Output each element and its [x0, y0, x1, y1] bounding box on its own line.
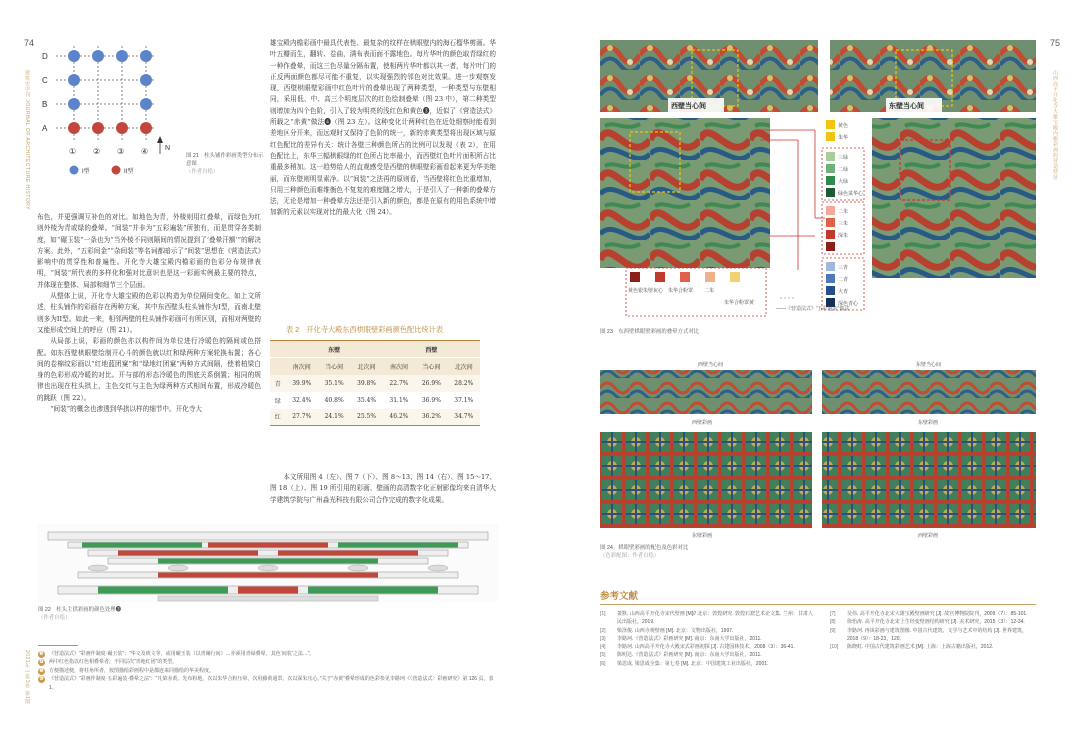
fig24-painting-photos	[600, 358, 1036, 538]
page-number: 75	[1050, 38, 1061, 48]
tier-label: 大绿	[838, 179, 849, 185]
cell: 40.8%	[324, 396, 344, 404]
fig23-caption: 图 23 东西壁栱眼壁彩画的叠晕方式对比	[600, 329, 700, 335]
references-left-col	[600, 610, 816, 668]
north-arrow-icon	[157, 136, 170, 154]
cell: 36.2%	[415, 409, 447, 426]
label-east: 东壁当心间	[889, 103, 924, 110]
footnote: ❺ 方便描述便，将柱角所者，按图描绘彩画程中是都连来同描绘的华美程度。	[39, 667, 215, 674]
group-header-west: 西壁	[383, 341, 480, 358]
table-row	[270, 375, 480, 392]
dot-blue	[68, 74, 80, 86]
running-head: 建筑史学刊 JOURNAL OF ARCHITECTURE HISTORY	[24, 70, 30, 211]
cell: 37.1%	[454, 396, 474, 404]
dot-red	[116, 122, 128, 134]
col-label-2: ②	[93, 147, 101, 156]
reference-item: [8] 徐怡涛. 高平开化寺北宋上生经变壁画结构研究 [J]. 美术研究，2015（3）：12-34.	[830, 619, 1025, 626]
fig21-caption	[186, 152, 266, 176]
row-color: 青	[270, 375, 286, 392]
body-text-col2-tail	[270, 472, 496, 518]
tier-label: 朱华合粉罩黄	[724, 300, 755, 306]
legend-red-dot	[112, 166, 121, 175]
table-corner	[270, 358, 286, 375]
col-header: 当心间	[415, 358, 447, 375]
col-header: 北次间	[350, 358, 382, 375]
tier-label: 三朱	[838, 221, 849, 227]
cell: 25.5%	[350, 409, 382, 426]
fig21-caption-text: 图 21 柱头铺作彩画类型分布示意图	[186, 153, 264, 167]
right-page	[540, 0, 1080, 732]
tier-label: 深朱	[838, 233, 849, 239]
row-label-a: A	[42, 124, 48, 133]
fig24-caption-text: 图 24 栱眼壁彩画的配色及色彩对比	[600, 545, 689, 551]
cell: 32.4%	[292, 396, 312, 404]
label-west: 西壁当心间	[671, 103, 706, 110]
body-text-col2	[270, 38, 496, 310]
fig24-caption	[600, 544, 688, 560]
page-number: 74	[24, 38, 35, 48]
cell: 46.2%	[383, 409, 415, 426]
paragraph: 本文所用图 4（左）、图 7（下）、图 8～13、图 14（右）、图 15～17、图 18（上）、图 19 所引用的彩画、壁画的高清数字化正射影像均来自清华大学建筑学院与广州淼光科技有限公司合作完成的数字化成果。	[270, 473, 496, 504]
label-mid-left: 西壁彩画	[692, 420, 713, 426]
footnote: ❹ 两中红色指以红色相叠晕者，不同层次“青地红团”的类型。	[39, 659, 178, 666]
col-label-1: ①	[69, 147, 77, 156]
legend-red-label: II型	[124, 169, 134, 175]
fig22-caption-text: 图 22 柱头主供彩画的颜色处理❸	[38, 607, 121, 613]
cell: 28.2%	[448, 375, 480, 392]
row-color: 绿	[274, 397, 281, 405]
fig22-bracket-drawing	[38, 524, 498, 602]
label-mid-right: 东壁彩画	[918, 420, 939, 426]
paragraph: 从局部上说，彩画的颜色亦以构件间为单位进行冷暖色的隔间或色搭配。如东西壁栱眼壁绘制开心斗的颜色就以红和绿两种方案轮换布置；各心间的卷棉纹彩画以“红地蓝团窠”和“绿地红团窠”两种方式间隔，使着柏梁白身的色彩形成冷暖的对比。开与部的形态冷暖色的图底关系倒置；相同的规律也出现在柱头拱上，主色交红与主色为绿两种方式相间布置，形成冷暖色的跳跃（图 22）。	[37, 337, 261, 402]
footnotes	[38, 650, 498, 692]
west-detail	[600, 118, 770, 268]
legend-blue-label: I型	[82, 169, 90, 175]
table-corner	[270, 341, 286, 358]
legend-note: ——《营造法式》“五彩遍装”做法	[776, 306, 850, 312]
reference-item: [7] 吴伟. 高平开化寺北宋大雄宝殿壁画研究 [J]. 故宫博物院院刊，2009（7）：85-101.	[830, 611, 1028, 617]
col-label-4: ④	[141, 147, 149, 156]
reference-item: [4] 李路珂. 山西高平开化寺大殿宋式彩画初探 [J]. 古建园林技术，2008（3）：36-41.	[600, 644, 795, 651]
fig21-grid	[36, 40, 176, 180]
tier-label: 三绿	[838, 155, 849, 161]
east-detail	[872, 118, 1036, 278]
paragraph: 布色，并更强调互补色的对比。如地色为青，外棱则用红叠晕，而绿色为红则外棱为青或绿的叠晕。“间装”并非为“五彩遍装”所独有，而是贯穿各类制度，如“碾玉装”一条也为“当外棱不同则隔间的情况提到了‘叠晕汗额’”的解决方案。此外，“五彩间金”“杂间装”等名词都暗示了“间装”思想在《营造法式》影响中的贯穿性和普遍性。开化寺大雄宝殿内檐彩画的色彩分布规律表明，“间装”所代表的多样化和强对比意识也是这一彩画实例最主要的特点，并体现在整体、局部和细节三个层面。	[37, 213, 261, 289]
cell: 35.4%	[357, 396, 377, 404]
col-header: 南次间	[383, 358, 415, 375]
paragraph: “间装”的概念也渗透到华拱以样的细节中。开化寺大	[50, 405, 202, 414]
paragraph: 雄宝殿内檐彩画中最具代表性、最复杂的纹样在栱眼壁内的海石榴华剪画。华叶五瓣而生，翻转、卷曲，满布表而面不露地色。每片华叶的颜色取青绿红的一种作叠晕，而这三色尽量分隔布置，使相两片华叶都以其一者，每片叶门的正反两面颜色都尽可能不重复，以实现强烈的邻色对比效果。进一步观察发现，西壁栱眼壁彩画中红色叶片的叠晕出现了两种类型，一种类型与东壁相同，采用低、中、高三个明度层次的红色绘制叠晕（图 23 中），第二种类型则增加为四个色阶，引入了较为明亮的浅红色和黄色❸，近似了《营造法式》所载之“赤黄”做法❹（图 23 左）。这种变化计两种红色在近处细察时能看到差地区分开来，而远观时又保持了色阶的统一，新的赤黄类型将出现区域与原红色配比的差异有关：统计各壁三种颜色所占的比例可以发现（表 2），在用色配比上，东华三幅栱眼绿的红色所占比率最小，而西壁红色叶片面积所占比重最多稍加。这一趋势给人的直观感受是西壁的栱眼壁彩画看起来更为华美绝丽，而东壁则明显素净。以“间装”之法再的原则看，当西壁将红色比重增加，只用三种颜色而难维衡色不复复的难度随之增大，于是引入了一种新的叠晕方法，无论是增加一种叠晕方法还是引入新的颜色，都是在原有的用色系统中增加新的元素以实现对比的最大化（图 24）。	[270, 39, 496, 217]
tier-label: 二青	[838, 277, 849, 283]
label-bottom-left: 东壁彩画	[692, 533, 713, 538]
cell: 24.1%	[318, 409, 350, 426]
label-bottom-right: 西壁彩画	[918, 533, 939, 538]
row-label-c: C	[42, 76, 48, 85]
table-row	[270, 392, 480, 409]
col-header: 南次间	[286, 358, 318, 375]
dot-blue	[140, 50, 152, 62]
cell: 39.8%	[350, 375, 382, 392]
cell: 36.9%	[421, 396, 441, 404]
body-text-col1	[37, 212, 261, 512]
row-label-b: B	[42, 100, 48, 109]
col-header: 北次间	[448, 358, 480, 375]
west-swatches	[630, 272, 740, 282]
reference-item: [3] 李路珂.《营造法式》彩画研究 [M]. 南京：东南大学出版社，2011.	[600, 635, 762, 642]
label-top-left: 西壁当心间	[698, 362, 724, 368]
dot-blue	[92, 50, 104, 62]
dot-blue	[140, 98, 152, 110]
cell: 26.9%	[415, 375, 447, 392]
footnote: ❻ 《营造法式》“彩画作制度·五彩遍装·叠晕之法”：“凡染赤黄，先布粉地，次以朱华合粉压晕，次用藤黄通罩，次以深朱压心。”关于“赤黄”叠晕形成的色彩参见李路珂《〈营造法式〉彩画研究》第 126 页，表 1。	[39, 676, 494, 691]
svg-text:N: N	[165, 145, 171, 152]
volume-info: 2021年 | 第3卷 第1期	[24, 650, 30, 705]
dot-red	[140, 122, 152, 134]
dot-red	[92, 122, 104, 134]
tier-label: 二朱	[704, 288, 715, 294]
cell: 34.7%	[448, 409, 480, 426]
dot-red	[68, 122, 80, 134]
tier-label: 朱华	[838, 135, 849, 141]
dot-blue	[116, 50, 128, 62]
tier-label: 大青	[838, 289, 849, 295]
tier-label: 黄色	[838, 123, 849, 129]
tier-label: 朱华合粉罩	[668, 288, 694, 294]
col-header: 当心间	[318, 358, 350, 375]
table2-title: 表 2 开化寺大殿东西栱眼壁彩画颜色配比统计表	[286, 325, 443, 334]
tier-label: 二朱	[838, 209, 849, 215]
references-title: 参考文献	[600, 591, 639, 602]
fig24-credit: （色彩配图：作者自绘）	[600, 553, 660, 559]
tier-label: 黄色银朱壁灰心	[628, 288, 664, 294]
legend-blue-dot	[70, 166, 79, 175]
col-label-3: ③	[117, 147, 125, 156]
table-row	[270, 409, 480, 426]
group-header-east: 东壁	[286, 341, 383, 358]
paragraph: 从整体上说，开化寺大雄宝殿的色彩以构造为单位隔间变化。如上文所述，柱头铺作的彩画存在两种方案，其中东西壁头柱头铺作为I型，而南北壁则多为II型。如此一来，相邻两壁的柱头铺作彩画可有所区别，而相对两壁的又能形成空间上的呼应（图 21）。	[37, 292, 261, 334]
dot-blue	[140, 74, 152, 86]
row-label-d: D	[42, 52, 48, 61]
tier-label: 绿色菜华心	[838, 191, 864, 197]
reference-item: [10] 陈晓虹. 中国古代建筑彩画艺术 [M]. 上海：上海古籍出版社，2012.	[830, 644, 994, 651]
fig21-dots	[68, 50, 152, 134]
reference-item: [1] 萧默. 山西高平开化寺宋代壁画 [M]// 北京：敦煌研究. 敦煌石窟艺术论文集. 兰州：甘肃人民出版社，2019.	[600, 611, 813, 626]
tier-label: 三青	[838, 265, 849, 271]
cell: 22.7%	[383, 375, 415, 392]
label-top-right: 东壁当心间	[916, 362, 942, 368]
fig21-credit: （作者自绘）	[186, 169, 219, 175]
cell: 31.1%	[389, 396, 409, 404]
reference-item: [5] 陈明达.《营造法式》彩画研究 [M]. 南京：东南大学出版社，2011.	[600, 652, 762, 659]
references-right-col	[830, 610, 1036, 651]
cell: 39.9%	[286, 375, 318, 392]
dot-blue	[68, 50, 80, 62]
reference-item: [9] 李路珂. 再谈彩画与建筑图像. 中国古代建筑、文学与艺术中的结构 [J]. 世界建筑，2018（9）：18-23，120.	[830, 627, 1028, 642]
running-head: 山西高平开化寺大雄宝殿内檐彩画的营造特征	[1052, 70, 1058, 180]
cell: 27.7%	[286, 409, 318, 426]
fig23-painting-comparison	[600, 40, 1036, 322]
reference-item: [2] 柴泽俊. 山西寺观壁画 [M]. 北京：文物出版社，1997.	[600, 627, 734, 634]
tier-label: 深色青心	[838, 301, 859, 307]
tier-label: 二绿	[838, 167, 849, 173]
reference-item: [6] 梁思成. 梁思成全集：第七卷 [M]. 北京：中国建筑工业出版社，2001.	[600, 660, 769, 667]
dot-blue	[68, 98, 80, 110]
fig22-credit: （作者自绘）	[38, 615, 71, 621]
table2	[270, 340, 480, 426]
row-color: 红	[270, 409, 286, 426]
fig22-caption	[38, 606, 121, 622]
footnote: ❸ 《营造法式》“彩画作制度·碾玉装”：“华文及琐文等，或用碾玉装（以青阑行间）…亦须用青绿叠晕，其色‘间装’之法…”。	[39, 651, 315, 657]
cell: 35.1%	[318, 375, 350, 392]
